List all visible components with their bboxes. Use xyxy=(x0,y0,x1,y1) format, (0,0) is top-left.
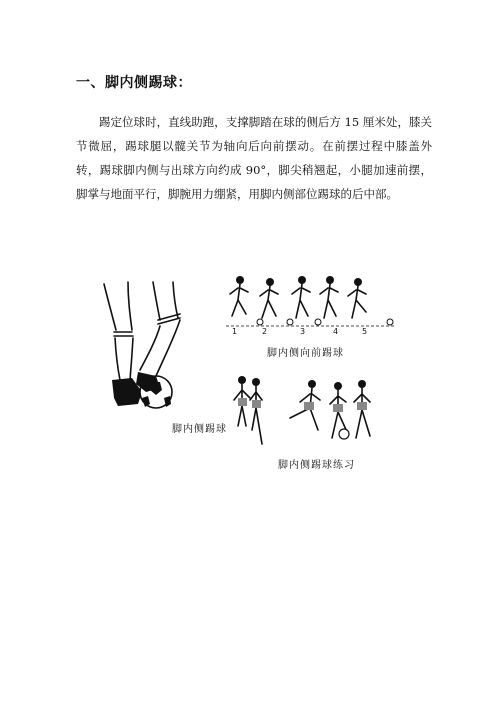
sequence-number-5: 5 xyxy=(362,327,368,336)
legs-kicking-illustration xyxy=(98,280,198,420)
player-group-right xyxy=(290,380,370,439)
player-pair-left xyxy=(234,376,262,444)
player-figure-4 xyxy=(315,276,338,325)
section-heading: 一、脚内侧踢球： xyxy=(76,75,192,91)
left-figure-caption: 脚内侧踢球 xyxy=(172,424,227,435)
sequence-number-4: 4 xyxy=(333,327,339,336)
sequence-number-2: 2 xyxy=(262,327,268,336)
player-figure-3 xyxy=(287,276,310,325)
body-paragraph: 踢定位球时，直线助跑，支撑脚踏在球的侧后方 15 厘米处，膝关节微屈，踢球腿以髋关节为轴向后向前摆动。在前摆过程中膝盖外转，踢球脚内侧与出球方向约成 90°，脚尖稍翘起，小腿加速前摆，脚掌与地面平行，脚腕用力绷紧，用脚内侧部位踢球的后中部。 xyxy=(76,115,432,201)
sequence-number-1: 1 xyxy=(232,327,238,336)
practice-illustration xyxy=(228,372,378,446)
sequence-number-3: 3 xyxy=(300,327,306,336)
player-figure-2 xyxy=(257,278,278,325)
player-figure-1 xyxy=(230,276,248,316)
practice-caption: 脚内侧踢球练习 xyxy=(278,460,355,471)
kick-sequence-illustration xyxy=(220,272,400,334)
sequence-caption: 脚内侧向前踢球 xyxy=(267,348,344,359)
player-figure-5 xyxy=(348,278,393,325)
